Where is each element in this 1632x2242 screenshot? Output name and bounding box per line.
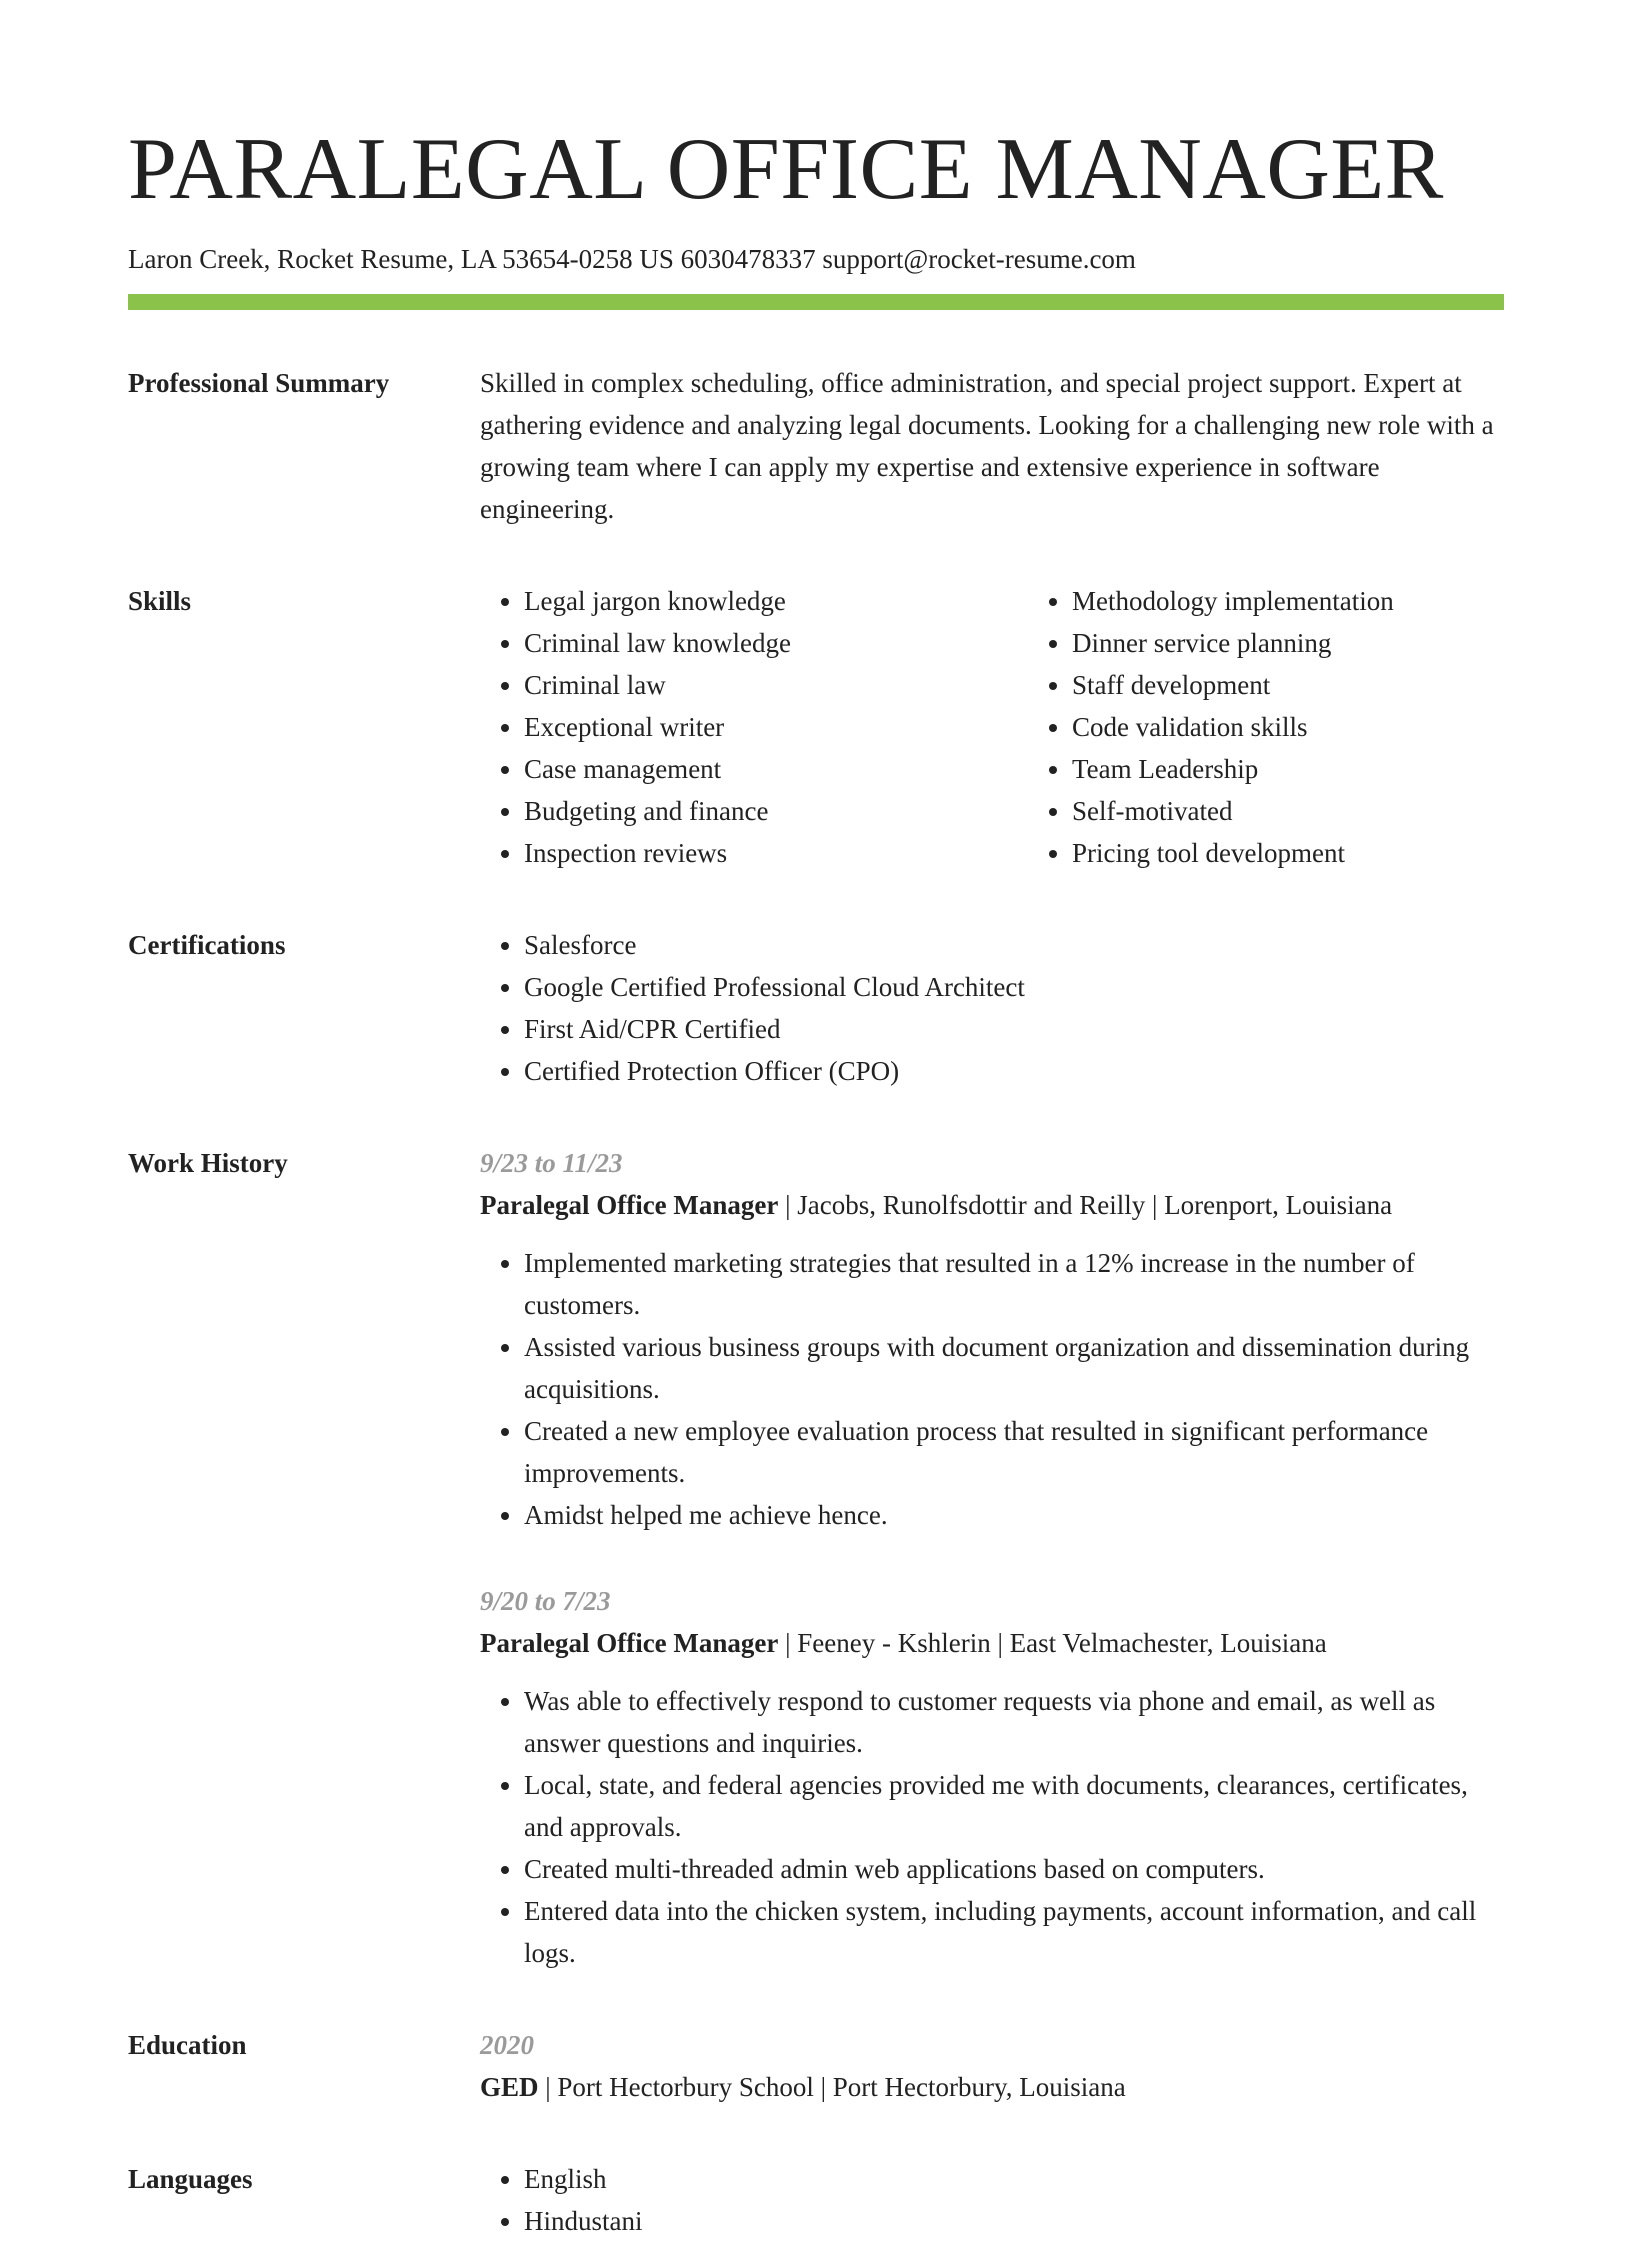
job-heading	[480, 1622, 1504, 1664]
certification-item: • Google Certified Professional Cloud Architect	[524, 966, 1504, 1008]
skill-item: • Code validation skills	[1072, 706, 1394, 748]
skill-item: • Staff development	[1072, 664, 1394, 706]
skill-item: • Case management	[524, 748, 1028, 790]
job-bullets	[480, 1680, 1504, 1974]
job-bullet: • Was able to effectively respond to customer requests via phone and email, as well as answer questions and inquiries.	[524, 1680, 1504, 1764]
job-role: Paralegal Office Manager	[480, 1190, 779, 1220]
resume-page	[128, 120, 1504, 2242]
skill-item: • Criminal law knowledge	[524, 622, 1028, 664]
skill-item: • Dinner service planning	[1072, 622, 1394, 664]
skill-item: • Self-motivated	[1072, 790, 1394, 832]
skills-list-right	[1028, 580, 1394, 874]
job-details: | Jacobs, Runolfsdottir and Reilly | Lorenport, Louisiana	[778, 1190, 1393, 1220]
education-section	[128, 2024, 1504, 2108]
skill-item: • Criminal law	[524, 664, 1028, 706]
skills-section	[128, 580, 1504, 874]
section-title-summary: Professional Summary	[128, 368, 390, 398]
job-bullet: • Implemented marketing strategies that resulted in a 12% increase in the number of customers.	[524, 1242, 1504, 1326]
summary-text: Skilled in complex scheduling, office administration, and special project support. Expert at gathering evidence and analyzing legal documents. Looking for a challenging new role with a growing team where I can apply my expertise and extensive experience in software engineering.	[480, 368, 1494, 524]
job-dates: 9/23 to 11/23	[480, 1148, 623, 1178]
job-details: | Feeney - Kshlerin | East Velmachester, Louisiana	[778, 1628, 1327, 1658]
job-entry	[480, 1580, 1504, 1974]
skill-item: • Pricing tool development	[1072, 832, 1394, 874]
accent-divider	[128, 294, 1504, 310]
work-history-section	[128, 1142, 1504, 1974]
skill-item: • Budgeting and finance	[524, 790, 1028, 832]
skill-item: • Legal jargon knowledge	[524, 580, 1028, 622]
job-role: Paralegal Office Manager	[480, 1628, 779, 1658]
education-year: 2020	[480, 2030, 534, 2060]
certification-item: • Salesforce	[524, 924, 1504, 966]
languages-list	[480, 2158, 1504, 2242]
resume-title: PARALEGAL OFFICE MANAGER	[128, 121, 1444, 218]
job-bullet: • Created multi-threaded admin web applications based on computers.	[524, 1848, 1504, 1890]
job-entry	[480, 1142, 1504, 1536]
section-title-skills: Skills	[128, 586, 192, 616]
languages-section	[128, 2158, 1504, 2242]
section-title-education: Education	[128, 2030, 247, 2060]
job-dates: 9/20 to 7/23	[480, 1586, 611, 1616]
certifications-list	[480, 924, 1504, 1092]
certifications-section	[128, 924, 1504, 1092]
summary-section	[128, 362, 1504, 530]
language-item: • Hindustani	[524, 2200, 1504, 2242]
skill-item: • Exceptional writer	[524, 706, 1028, 748]
job-bullet: • Created a new employee evaluation process that resulted in significant performance improvements.	[524, 1410, 1504, 1494]
section-title-work-history: Work History	[128, 1148, 288, 1178]
job-bullet: • Assisted various business groups with document organization and dissemination during acquisitions.	[524, 1326, 1504, 1410]
section-title-certifications: Certifications	[128, 930, 286, 960]
job-bullet: • Entered data into the chicken system, including payments, account information, and call logs.	[524, 1890, 1504, 1974]
job-bullet: • Local, state, and federal agencies provided me with documents, clearances, certificates, and approvals.	[524, 1764, 1504, 1848]
certification-item: • First Aid/CPR Certified	[524, 1008, 1504, 1050]
education-details: | Port Hectorbury School | Port Hectorbury, Louisiana	[538, 2072, 1126, 2102]
job-heading	[480, 1184, 1504, 1226]
education-degree: GED	[480, 2072, 539, 2102]
contact-line: Laron Creek, Rocket Resume, LA 53654-0258 US 6030478337 support@rocket-resume.com	[128, 244, 1136, 274]
certification-item: • Certified Protection Officer (CPO)	[524, 1050, 1504, 1092]
skill-item: • Team Leadership	[1072, 748, 1394, 790]
job-bullet: • Amidst helped me achieve hence.	[524, 1494, 1504, 1536]
job-bullets	[480, 1242, 1504, 1536]
skills-list-left	[480, 580, 1028, 874]
language-item: • English	[524, 2158, 1504, 2200]
education-heading	[480, 2066, 1504, 2108]
skill-item: • Methodology implementation	[1072, 580, 1394, 622]
section-title-languages: Languages	[128, 2164, 253, 2194]
skill-item: • Inspection reviews	[524, 832, 1028, 874]
